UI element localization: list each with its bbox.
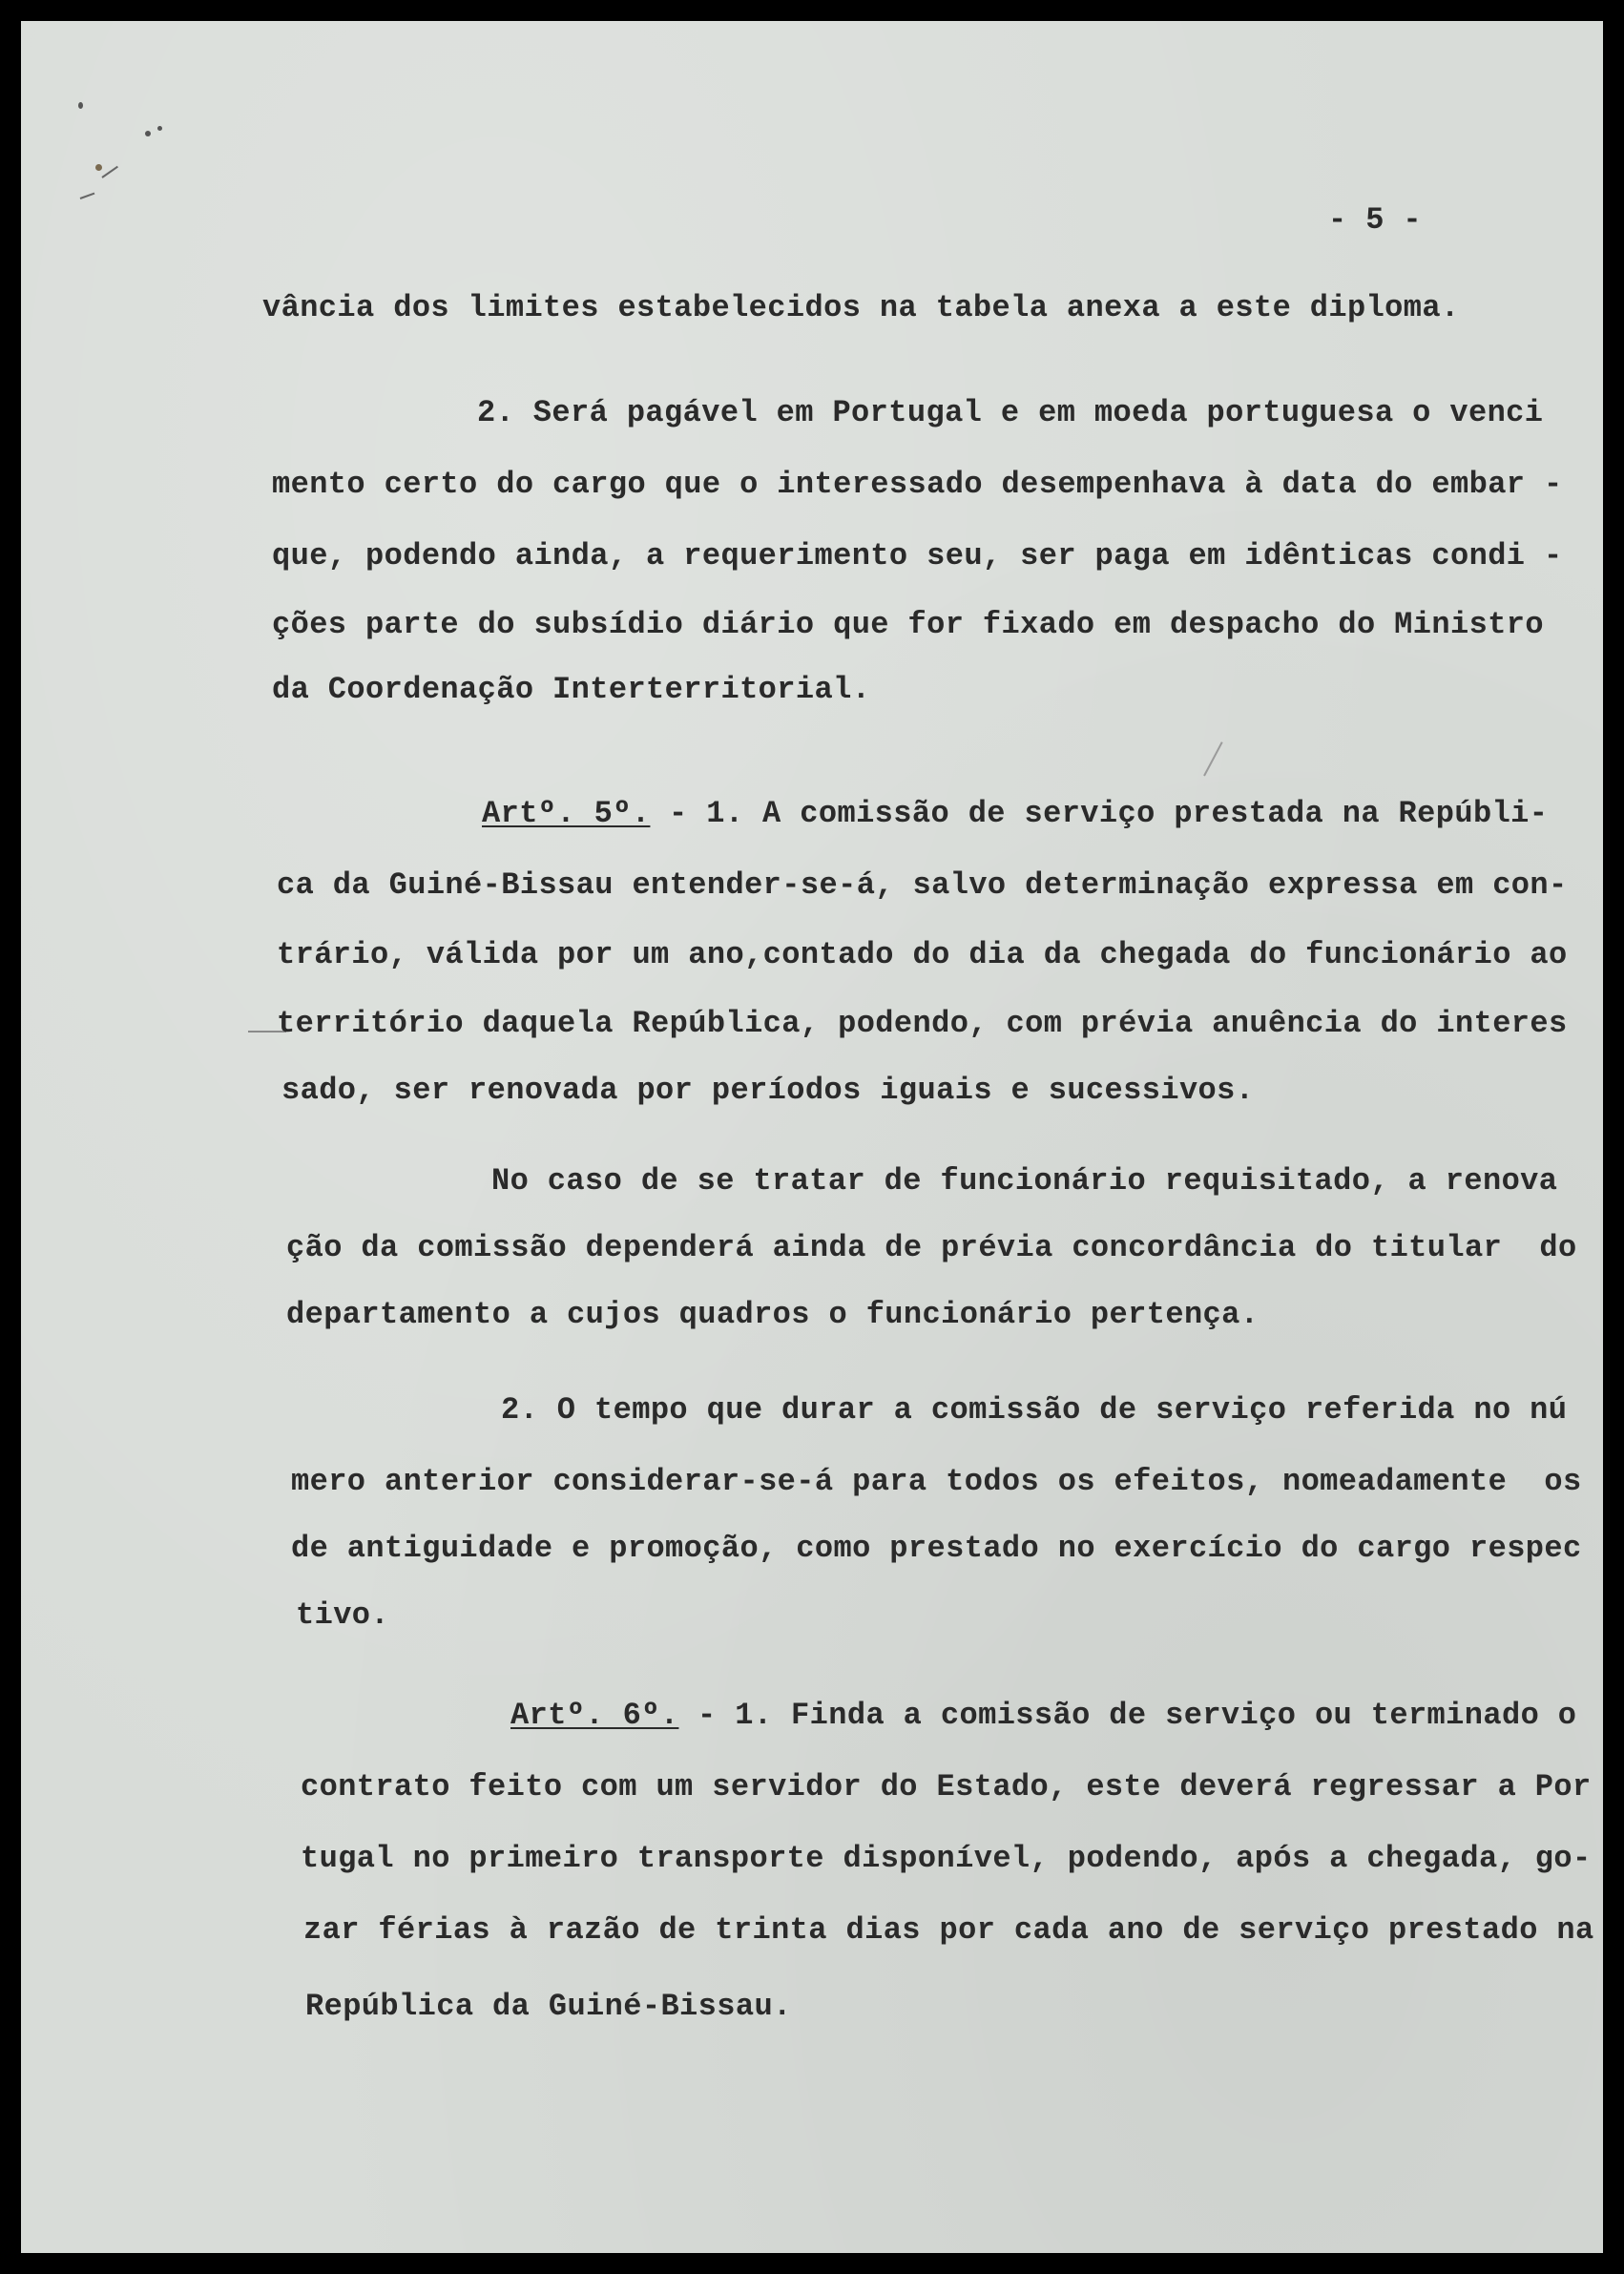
text-line: que, podendo ainda, a requerimento seu, ser paga em idênticas condi - [272,538,1563,574]
article-heading: Artº. 5º. [482,796,651,831]
text-line: mento certo do cargo que o interessado desempenhava à data do embar - [272,467,1563,502]
text-line: mero anterior considerar-se-á para todos os efeitos, nomeadamente os [291,1464,1582,1499]
article-text: - 1. A comissão de serviço prestada na Repúbli- [650,796,1549,831]
text-line: 2. O tempo que durar a comissão de serviço referida no nú [501,1392,1568,1428]
text-line: vância dos limites estabelecidos na tabela anexa a este diploma. [262,290,1460,325]
stray-mark [1203,741,1223,776]
text-line: departamento a cujos quadros o funcionário pertença. [286,1297,1260,1332]
margin-marks [50,93,126,217]
text-line [510,1698,1576,1733]
text-line: 2. Será pagável em Portugal e em moeda portuguesa o venci [477,395,1544,430]
text-line: ca da Guiné-Bissau entender-se-á, salvo determinação expressa em con- [277,867,1568,903]
text-line: tivo. [296,1597,390,1633]
document-page [21,21,1603,2253]
text-line: zar férias à razão de trinta dias por cada ano de serviço prestado na [303,1912,1594,1948]
text-line: da Coordenação Interterritorial. [272,672,871,707]
text-line [482,796,1548,831]
text-line: território daquela República, podendo, com prévia anuência do interes [277,1006,1568,1041]
text-line: tugal no primeiro transporte disponível, podendo, após a chegada, go- [301,1841,1592,1876]
article-text: - 1. Finda a comissão de serviço ou terminado o [678,1698,1577,1733]
page-number: - 5 - [1328,202,1423,238]
article-heading: Artº. 6º. [510,1698,679,1733]
text-line: ções parte do subsídio diário que for fixado em despacho do Ministro [272,607,1545,642]
text-line: contrato feito com um servidor do Estado, este deverá regressar a Por [301,1769,1592,1805]
text-line: No caso de se tratar de funcionário requisitado, a renova [491,1163,1558,1199]
text-line: ção da comissão dependerá ainda de prévia concordância do titular do [286,1230,1577,1265]
text-line: sado, ser renovada por períodos iguais e sucessivos. [281,1073,1255,1108]
text-line: de antiguidade e promoção, como prestado no exercício do cargo respec [291,1531,1582,1566]
text-line: trário, válida por um ano,contado do dia da chegada do funcionário ao [277,937,1568,972]
text-line: República da Guiné-Bissau. [305,1989,792,2024]
